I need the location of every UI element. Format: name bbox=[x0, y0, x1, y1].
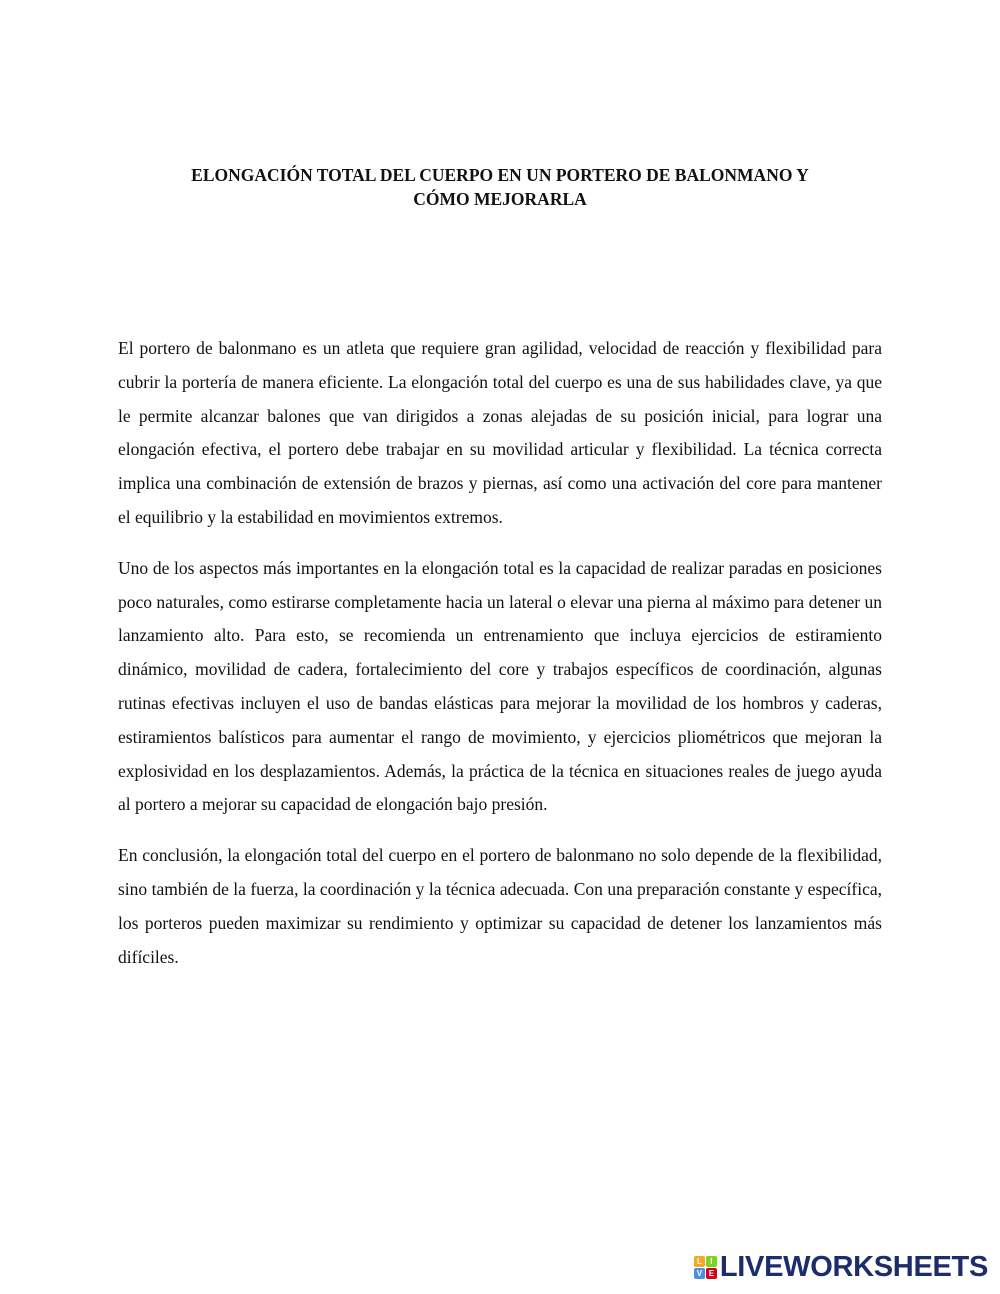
logo-icon-letter-l: L bbox=[694, 1256, 705, 1267]
paragraph-2: Uno de los aspectos más importantes en la elongación total es la capacidad de realizar paradas en posiciones poco naturales, como estirarse completamente hacia un lateral o elevar una pierna al máximo para detener un lanzamiento alto. Para esto, se recomienda un entrenamiento que incluya ejercicios de estiramiento dinámico, movilidad de cadera, fortalecimiento del core y trabajos específicos de coordinación, algunas rutinas efectivas incluyen el uso de bandas elásticas para mejorar la movilidad de los hombros y caderas, estiramientos balísticos para aumentar el rango de movimiento, y ejercicios pliométricos que mejoran la explosividad en los desplazamientos. Además, la práctica de la técnica en situaciones reales de juego ayuda al portero a mejorar su capacidad de elongación bajo presión. bbox=[118, 557, 882, 815]
document-body bbox=[118, 332, 882, 991]
logo-icon-letter-i: I bbox=[706, 1256, 717, 1267]
paragraph-1: El portero de balonmano es un atleta que requiere gran agilidad, velocidad de reacción y flexibilidad para cubrir la portería de manera eficiente. La elongación total del cuerpo es una de sus habilidades clave, ya que le permite alcanzar balones que van dirigidos a zonas alejadas de su posición inicial, para lograr una elongación efectiva, el portero debe trabajar en su movilidad articular y flexibilidad. La técnica correcta implica una combinación de extensión de brazos y piernas, así como una activación del core para mantener el equilibrio y la estabilidad en movimientos extremos. bbox=[118, 338, 882, 527]
liveworksheets-logo bbox=[694, 1253, 988, 1282]
paragraph-3: En conclusión, la elongación total del cuerpo en el portero de balonmano no solo depende de la flexibilidad, sino también de la fuerza, la coordinación y la técnica adecuada. Con una preparación constante y específica, los porteros pueden maximizar su rendimiento y optimizar su capacidad de detener los lanzamientos más difíciles. bbox=[118, 845, 882, 967]
logo-icon-letter-v: V bbox=[694, 1268, 705, 1279]
liveworksheets-logo-text: LIVEWORKSHEETS bbox=[719, 1251, 988, 1283]
title-line-1: ELONGACIÓN TOTAL DEL CUERPO EN UN PORTERO DE BALONMANO Y bbox=[191, 165, 809, 185]
title-line-2: CÓMO MEJORARLA bbox=[413, 189, 587, 209]
logo-icon-letter-e: E bbox=[706, 1268, 717, 1279]
document-title bbox=[118, 163, 882, 211]
liveworksheets-logo-icon bbox=[694, 1256, 717, 1279]
